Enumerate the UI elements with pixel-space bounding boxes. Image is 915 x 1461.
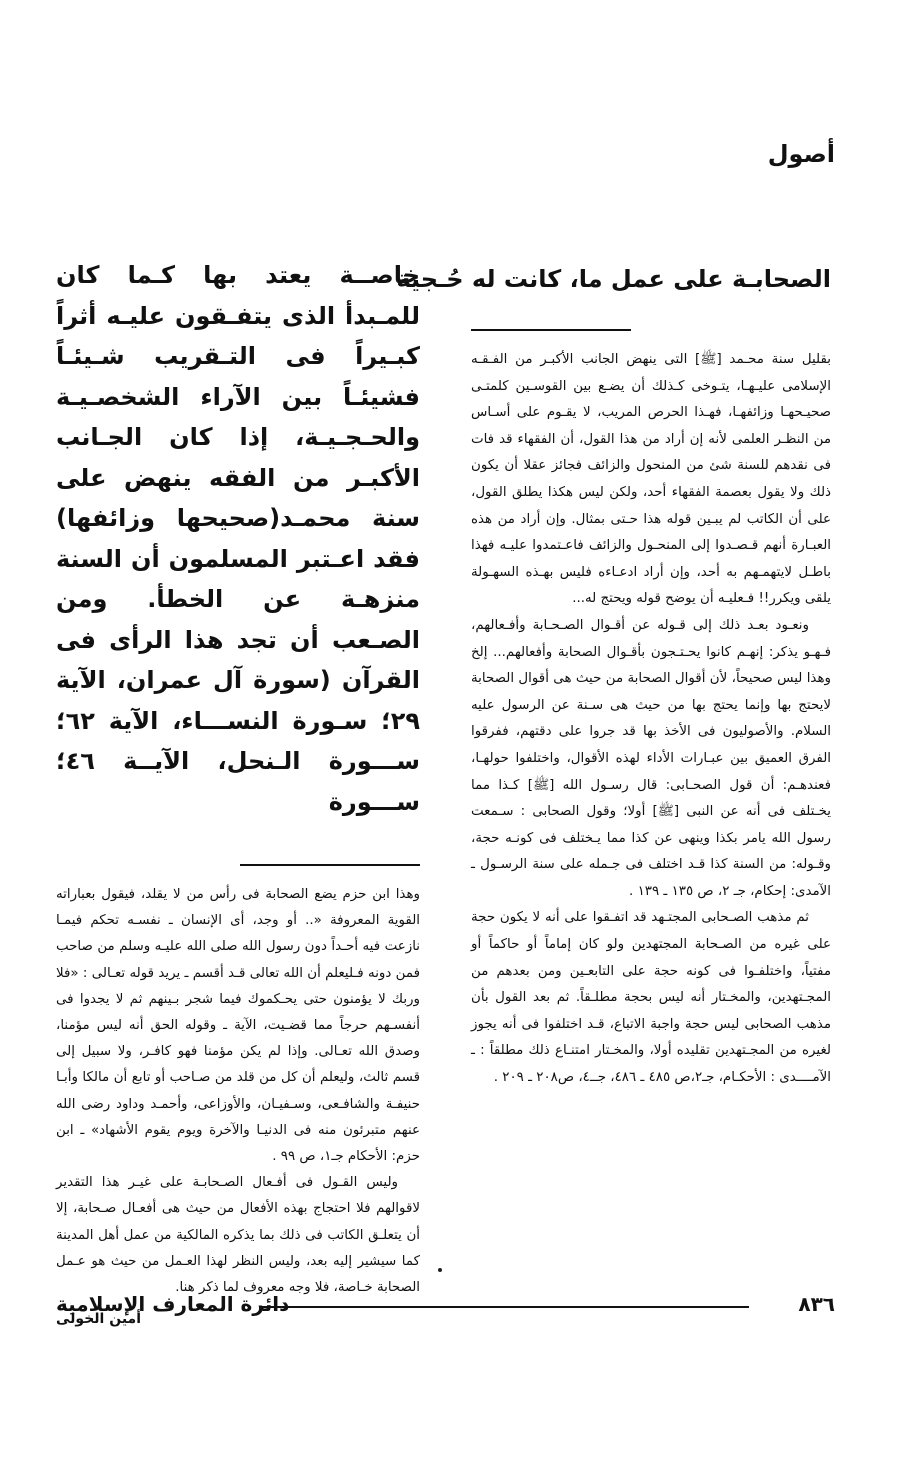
- notes-divider: [240, 864, 420, 866]
- paragraph: ونعـود بعـد ذلك إلى قـوله عن أقـوال الصـحـابة وأفـعالهم، فـهـو يذكر: إنهـم كانوا يحـتـجون بأقـوال الصحابة وأفعالهم... إلخ وهذا ليس صحيحاً، لأن أقوال الصحابة من حيث هى أقوال الصحابة لايحتج بها وإنما يحتج بها من حيث هى سـنة عن الرسول عليه السلام. والأصوليون فى الأخذ بها قد جروا على دقتهم، ففرقوا الفرق العميق بين عبـارات الأداء لهذه الأقوال، واختلفوا حولهـا، فعندهـم: أن قول الصحـابى: قال رسـول الله [ﷺ] كـذا مما يخـتلف فى أنه عن النبى [ﷺ] أولا؛ وقول الصحابى : سـمعت رسول الله يامر بكذا وينهى عن كذا مما يـختلف فى كونـه حجة، وقـوله: من السنة كذا قـد اختلف فى جـمله على سنة الرسـول ـ الآمدى: إحكام، جـ ٢، ص ١٣٥ ـ ١٣٩ .: [471, 617, 831, 899]
- section-title: أصول: [767, 140, 835, 168]
- right-column: [396, 255, 831, 1092]
- note-paragraph: وليس القـول فى أفـعال الصـحابـة على غيـر هذا التقدير لاقوالهم فلا احتجاج بهذه الأفعال من حيث هى أفعـال صـحابة، إلا أن يتعلـق الكاتب فى ذلك بما يذكره المالكية من عمل أهل المدينة كما سيشير إليه بعد، وليس النظر لهذا العـمل من حيث هو عـمل الصحابة خـاصة، فلا وجه معروف لما ذكر هنا.: [56, 1175, 420, 1296]
- page-number: ٨٣٦: [798, 1292, 835, 1316]
- footer-title: دائرة المعارف الإسلامية: [56, 1292, 290, 1316]
- paragraph: ثم مذهب الصـحابى المجتـهد قد اتفـقوا على أنه لا يكون حجة على غيره من الصـحابة المجتهدين ولو كان إماماً أو حاكماً أو مفتياً، واختلفـوا فى كونه حجة على التابعـين ومن بعدهم من المجـتهدين، والمخـتار أنه ليس بحجة مطلـقاً. ثم بعد القول بأن مذهب الصحابى ليس حجة واجبة الاتباع، قـد اختلفوا فى أنه يجوز لغيره من المجـتهدين تقليده أولا، والمخـتار امتنـاع ذلك مطلقاً : ـ الآمــــدى : الأحكـام، جـ٢،ص ٤٨٥ ـ ٤٨٦، جــ٤، ص٢٠٨ ـ ٢٠٩ .: [471, 910, 831, 1086]
- heading-divider: [471, 329, 631, 331]
- ink-dot: [438, 1268, 442, 1272]
- paragraph: بقليل سنة محـمد [ﷺ] التى ينهض الجانب الأكبـر من الفـقـه الإسلامى عليـهـا، يتـوخى كـذلك أن يضـع بين القوسـين كلمتـى صحيـحهـا وزائفهـا، فهـذا الحرص المريب، لا يقـوم على أسـاس من النظـر العلمى لأنه إن أراد من هذا القول، أن الفقهاء قد فات فى نقدهم للسنة شئ من المنحول والزائف فجائز عقلا أن يكون ذلك ولا يقول بعصمة الفقهاء أحد، ولكن ليس هكذا يطلق القول، على أن الكاتب لم يبـين قوله هذا حـتى بمثال. وإن أراد من هذه العبـارة أنهم قـصـدوا إلى المنحـول والزائف فاعـتمدوا عليـه فهذا باطـل لايتهمـهم به أحد، وإن أراد ادعـاءه فليس بهـذه السهـولة يلقى ويكرر!! فـعليـه أن يوضح قوله ويحتج له...: [471, 352, 831, 607]
- right-column-body: [471, 347, 831, 1092]
- note-paragraph: وهذا ابن حزم يضع الصحابة فى رأس من لا يقلد، فيقول بعباراته القوية المعروفة «.. أو وجد، أى الإنسان ـ نفسـه تحكم فيمـا نازعت فيه أحـداً دون رسول الله صلى الله عليـه وسلم من صاحب فمن دونه فـليعلم أن الله تعالى قـد أقسم ـ يريد قوله تعـالى : «فلا وربك لا يؤمنون حتى يحـكموك فيما شجر بـينهم ثم لا يجدوا فى أنفسـهم حرجاً مما قضـيت، الآية ـ وقوله الحق أنه ليس مؤمنا، وصدق الله تعـالى. وإذا لم يكن مؤمنا فهو كافـر، ولا سبيل إلى قسم ثالث، وليعلم أن كل من قلد من صـاحب أو تابع أن مالكا وأبـا حنيفـة والشافـعى، وسـفيـان، والأوزاعى، وأحمـد وداود رضى الله عنهم متبرئون منه فى الدنيـا والآخرة ويوم يقوم الأشهاد» ـ ابن حزم: الأحكام جـ١، ص ٩٩ .: [56, 887, 420, 1165]
- left-column: [56, 255, 420, 1327]
- footer-rule: [261, 1306, 749, 1308]
- left-column-large-text: خاصــة يعتد بها كـما كان للمـبدأ الذى يتفـقون عليـه أثراً كبـيراً فى التـقريب شـيئـاً فشيئـاً بين الآراء الشخصـيـة والحـجـيـة، إذا كان الجـانب الأكبـر من الفقه ينهض على سنة محمـد(صحيحها وزائفها) فقد اعـتبر المسلمون أن السنة منزهـة عن الخطأ. ومن الصـعب أن تجد هذا الرأى فى القرآن (سورة آل عمران، الآية ٢٩؛ سـورة النســـاء، الآية ٦٢؛ ســـورة الـنحل، الآيــة ٤٦؛ ســـورة: [56, 261, 420, 816]
- right-column-heading: الصحابـة على عمل ما، كانت له حُـجية: [396, 265, 831, 293]
- page-footer: [56, 1292, 835, 1322]
- left-column-notes: [56, 882, 420, 1301]
- author-name: أمين الخولى: [56, 1311, 141, 1328]
